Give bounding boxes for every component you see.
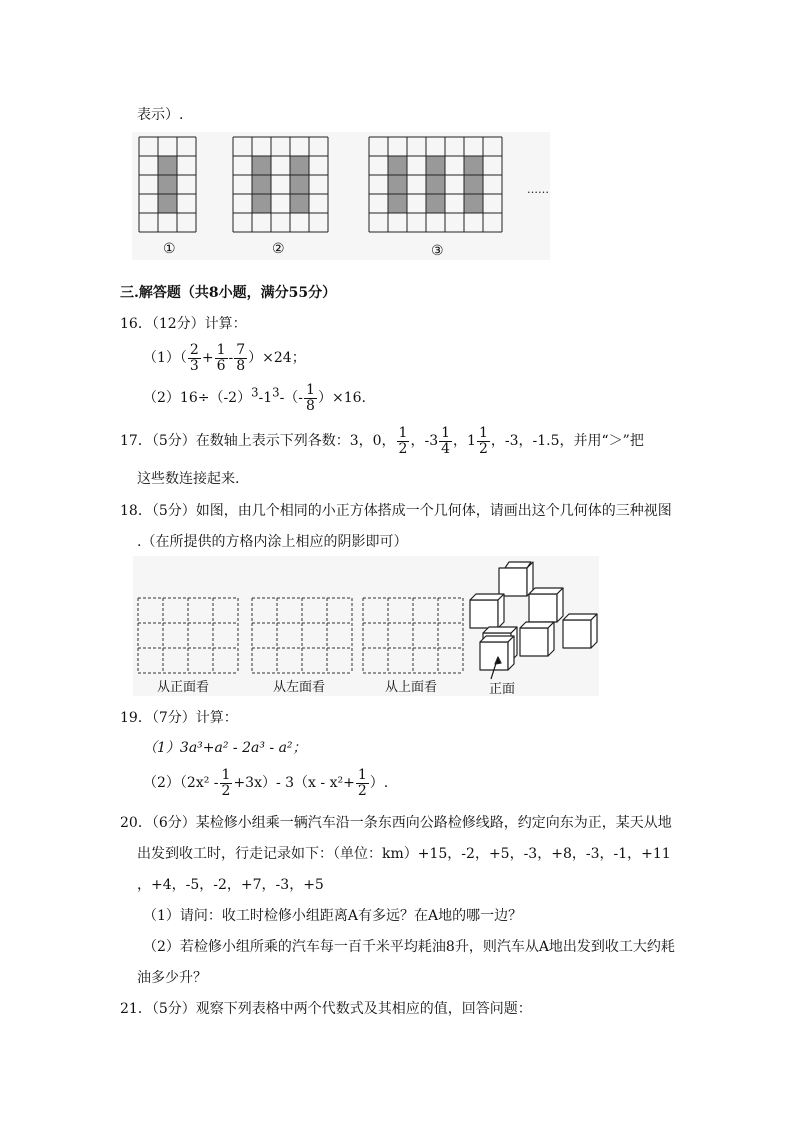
pattern-1	[158, 156, 177, 213]
q17-line2: 这些数连接起来.	[137, 471, 240, 487]
q16-head: 16．（12分）计算：	[120, 316, 247, 332]
q18-line1: 18．（5分）如图，由几个相同的小正方体搭成一个几何体，请画出这个几何体的三种视图	[120, 503, 672, 519]
pattern-label-1: ①	[163, 241, 176, 257]
front-label: 正面	[489, 682, 516, 697]
q20-line1: 20．（6分）某检修小组乘一辆汽车沿一条东西向公路检修线路，约定向东为正，某天从地	[120, 815, 672, 831]
view-label-left: 从左面看	[273, 680, 326, 695]
q17-line1: 17．（5分）在数轴上表示下列各数：3，0， $\frac{1}{2}$ ，-3 $\frac{1}{4}$ ，1 $\frac{1}{2}$ ，-3，-1.5，并用“＞”把	[120, 425, 644, 457]
q16-part1: （1）（ $\frac{2}{3}$ + $\frac{1}{6}$ - $\frac{7}{8}$ ）×24；	[143, 342, 306, 374]
q19-part2: （2）（2x² - $\frac{1}{2}$ +3x）- 3（x - x²+ $\frac{1}{2}$ ）.	[143, 767, 389, 799]
q16-part2: $(2)16\div(-2)^3-1^3-(-$ $\frac{1}{8}$ ）×16.	[143, 382, 366, 414]
q21-line1: 21．（5分）观察下列表格中两个代数式及其相应的值，回答问题：	[120, 1001, 532, 1017]
q20-line2: 出发到收工时，行走记录如下：（单位：km）+15，-2，+5，-3，+8，-3，-1，+11	[137, 846, 671, 862]
view-label-top: 从上面看	[385, 680, 438, 695]
view-label-front: 从正面看	[157, 680, 210, 695]
q20-sub2: （2）若检修小组所乘的汽车每一百千米平均耗油8升，则汽车从A地出发到收工大约耗	[143, 939, 675, 955]
intro-tail: 表示）.	[137, 107, 184, 123]
pattern-label-3: ③	[431, 243, 444, 259]
q18-figure	[133, 556, 599, 696]
q20-line3: ，+4，-5，-2，+7，-3，+5	[137, 877, 324, 893]
section-title: 三.解答题（共8小题，满分55分）	[120, 285, 337, 301]
pattern-label-2: ②	[272, 241, 285, 257]
q18-line2: .（在所提供的方格内涂上相应的阴影即可）	[137, 534, 408, 550]
q20-sub1: （1）请问：收工时检修小组距离A有多远？在A地的哪一边？	[143, 908, 523, 924]
q19-head: 19．（7分）计算：	[120, 710, 238, 726]
pattern-ellipsis: ……	[527, 183, 549, 196]
pattern-3	[388, 156, 483, 213]
pattern-figure	[132, 132, 552, 262]
q20-sub2b: 油多少升？	[137, 970, 207, 986]
q19-part1: （1）3a³+a² - 2a³ - a²；	[143, 740, 307, 756]
